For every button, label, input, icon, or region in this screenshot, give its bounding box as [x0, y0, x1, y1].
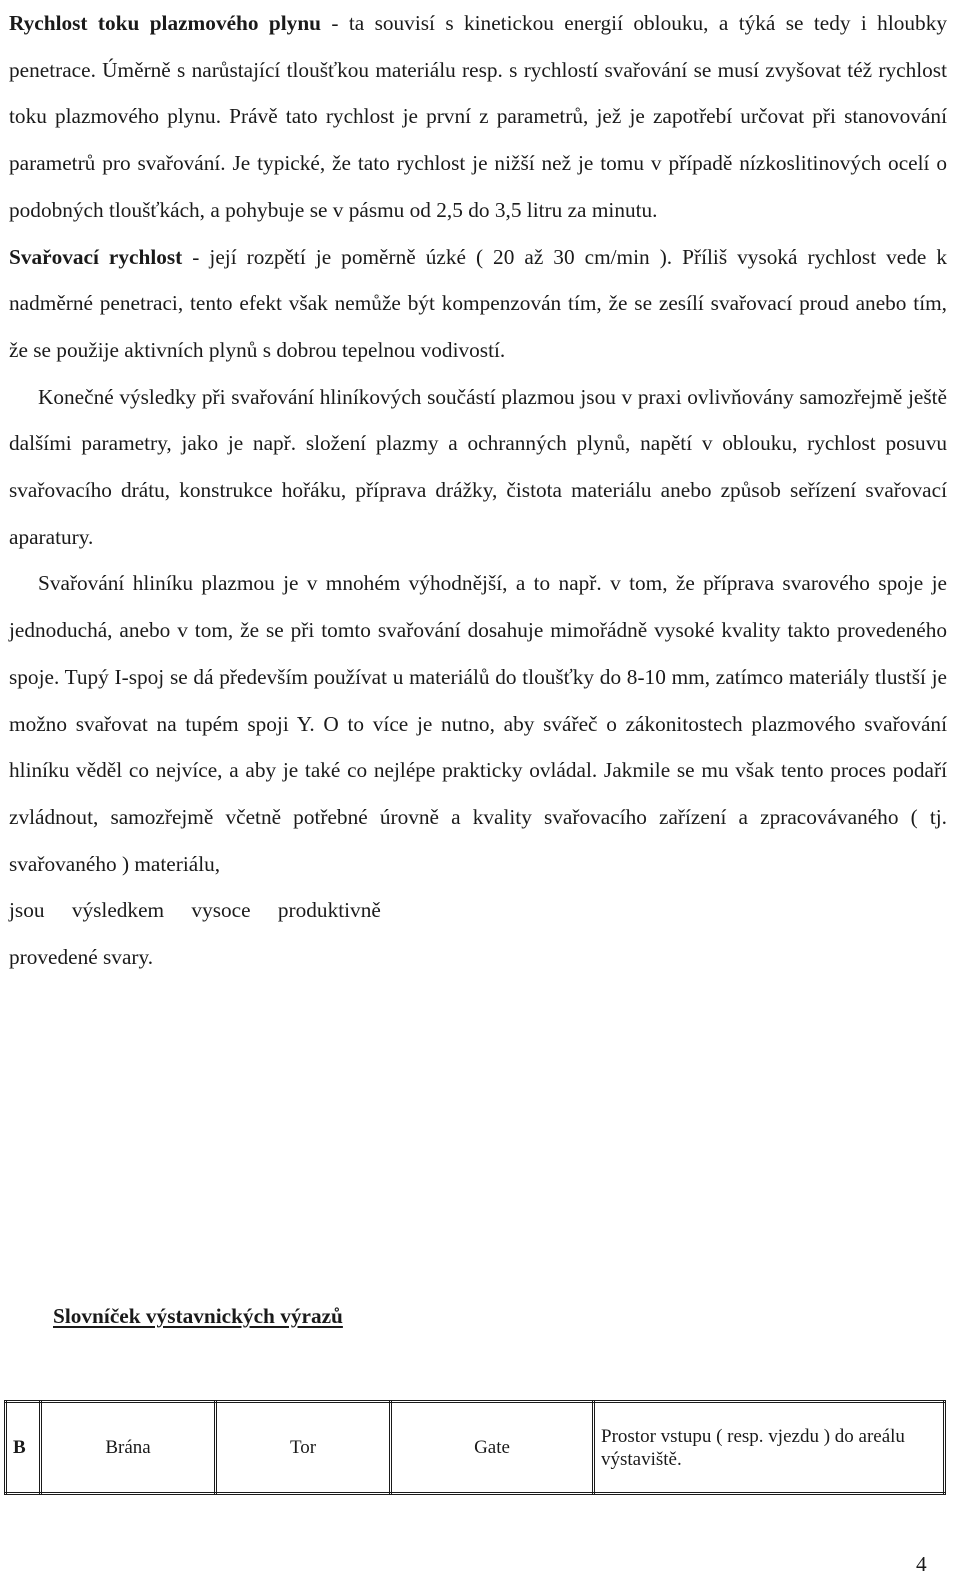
article-body	[9, 0, 947, 981]
term-welding-speed: Svařovací rychlost	[9, 244, 183, 269]
table-row	[6, 1402, 945, 1494]
paragraph-advantages-last-line: provedené svary.	[9, 945, 154, 970]
vocab-german-cell: Tor	[216, 1402, 391, 1494]
vocabulary-table	[4, 1400, 946, 1495]
vocab-description-cell: Prostor vstupu ( resp. vjezdu ) do areálu výstaviště.	[594, 1402, 945, 1494]
vocab-czech-cell: Brána	[41, 1402, 216, 1494]
term-plasma-gas-flow-rate: Rychlost toku plazmového plynu	[9, 11, 322, 35]
paragraph-advantages: Svařování hliníku plazmou je v mnohém výhodnější, a to např. v tom, že příprava svarového spoje je jednoduchá, anebo v tom, že se při tomto svařování dosahuje mimořádně vysoké kvality takto provedeného spoje. Tupý I-spoj se dá především používat u materiálů do tloušťky do 8-10 mm, zatímco materiály tlustší je možno svařovat na tupém spoji Y. O to více je nutno, aby svářeč o zákonitostech plazmového svařování hliníku věděl co nejvíce, a aby je také co nejlépe prakticky ovládal. Jakmile se mu však tento proces podaří zvládnout, samozřejmě včetně potřebné úrovně a kvality svařovacího zařízení a zpracovávaného ( tj. svařovaného ) materiálu,	[9, 571, 947, 876]
paragraph-text: - ta souvisí s kinetickou energií oblouku, a týká se tedy i hloubky penetrace. Úměrně s narůstající tloušťkou materiálu resp. s rychlostí svařování se musí zvyšovat též rychlost toku plazmového plynu. Právě tato rychlost je první z parametrů, jež je zapotřebí určovat při stanovování parametrů pro svařování. Je typické, že tato rychlost je nižší než je tomu v případě nízkoslitinových ocelí o podobných tloušťkách, a pohybuje se v pásmu od 2,5 do 3,5 litru za minutu.	[9, 11, 947, 222]
vocab-english-cell: Gate	[391, 1402, 594, 1494]
paragraph-plasma-gas-flow	[9, 0, 947, 234]
paragraph-advantages-tail: jsou výsledkem vysoce produktivně	[9, 898, 381, 923]
paragraph-welding-speed	[9, 234, 947, 374]
vocab-letter-cell: B	[6, 1402, 41, 1494]
paragraph-text: - její rozpětí je poměrně úzké ( 20 až 30 cm/min ). Příliš vysoká rychlost vede k nadměrné penetraci, tento efekt však nemůže být kompenzován tím, že se zesílí svařovací proud anebo tím, že se použije aktivních plynů s dobrou tepelnou vodivostí.	[9, 244, 948, 362]
paragraph-final-results: Konečné výsledky při svařování hliníkových součástí plazmou jsou v praxi ovlivňovány samozřejmě ještě dalšími parametry, jako je např. složení plazmy a ochranných plynů, napětí v oblouku, rychlost posuvu svařovacího drátu, konstrukce hořáku, příprava drážky, čistota materiálu anebo způsob seřízení svařovací aparatury.	[9, 384, 947, 549]
page-number: 4	[916, 1552, 927, 1576]
vocabulary-title: Slovníček výstavnických výrazů	[53, 1304, 343, 1328]
